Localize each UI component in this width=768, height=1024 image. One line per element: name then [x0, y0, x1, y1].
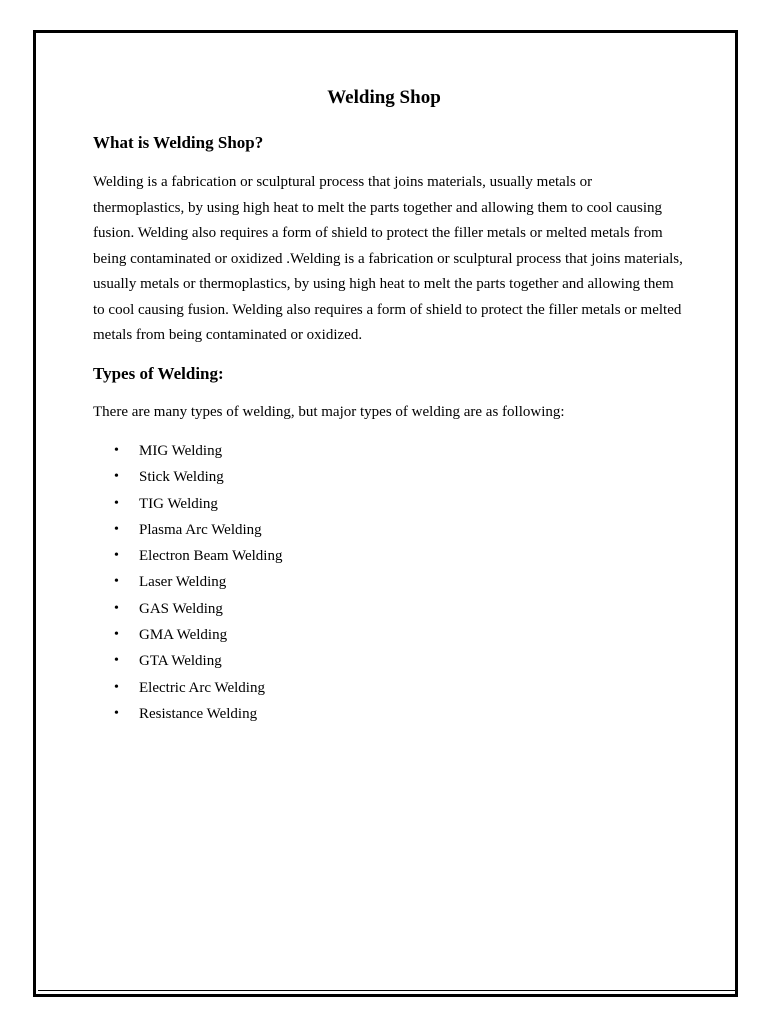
list-item-label: Resistance Welding: [139, 705, 258, 722]
bullet-icon: •: [114, 574, 119, 590]
section-paragraph-types-lead: There are many types of welding, but major types of welding are as following:: [93, 404, 565, 420]
list-item-label: Electric Arc Welding: [139, 679, 265, 696]
bullet-icon: •: [114, 679, 119, 695]
list-item-label: Stick Welding: [139, 469, 224, 486]
bullet-icon: •: [114, 521, 119, 537]
list-item-label: Plasma Arc Welding: [139, 521, 262, 538]
bullet-icon: •: [114, 443, 119, 458]
document-title: Welding Shop: [327, 87, 441, 108]
list-item-label: GAS Welding: [139, 600, 223, 617]
bullet-icon: •: [114, 705, 119, 721]
section-paragraph-intro: Welding is a fabrication or sculptural process that joins materials, usually metals or thermoplastics, by using high heat to melt the parts together and allowing them to cool causing fusion. Welding also requires a form of shield to protect the filler metals or melted metals from being contaminated or oxidized .Welding is a fabrication or sculptural process that joins materials, usually metals or thermoplastics, by using high heat to melt the parts together and allowing them to cool causing fusion. Welding also requires a form of shield to protect the filler metals or melted metals from being contaminated or oxidized.: [93, 174, 683, 343]
section-heading-what-is-welding-shop: What is Welding Shop?: [93, 133, 264, 152]
page-border-bottom-rule: [38, 990, 735, 991]
section-heading-types-of-welding: Types of Welding:: [93, 364, 224, 383]
bullet-icon: •: [114, 653, 119, 669]
list-item-label: Laser Welding: [139, 574, 227, 591]
list-item-label: MIG Welding: [139, 443, 223, 459]
list-item-label: GMA Welding: [139, 627, 228, 644]
bullet-icon: •: [114, 469, 119, 485]
bullet-icon: •: [114, 627, 119, 643]
list-item-label: GTA Welding: [139, 653, 222, 670]
bullet-icon: •: [114, 600, 119, 616]
bullet-icon: •: [114, 548, 119, 564]
list-item-label: Electron Beam Welding: [139, 548, 283, 565]
list-item-label: TIG Welding: [139, 495, 218, 512]
bullet-icon: •: [114, 495, 119, 511]
